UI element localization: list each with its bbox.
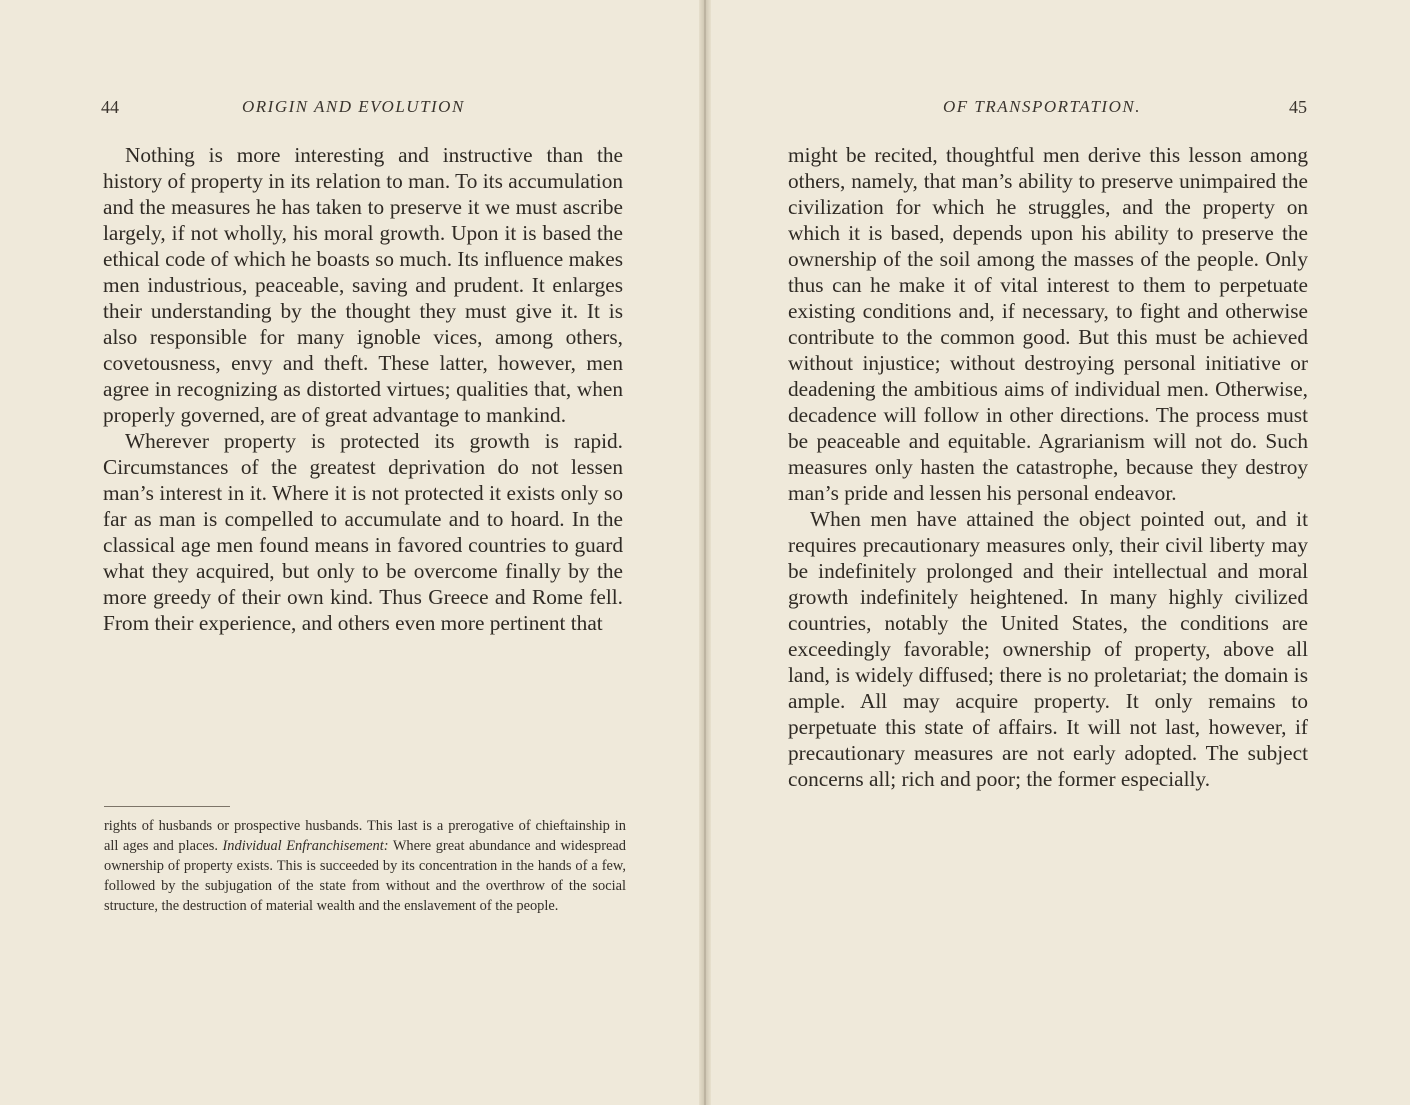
paragraph: Nothing is more interesting and instructive than the history of property in its relation to man. To its accumulation and the measures he has taken to preserve it we must ascribe largely, if not wholly, his moral growth. Upon it is based the ethical code of which he boasts so much. Its influence makes men industrious, peaceable, saving and prudent. It enlarges their understanding by the thought they must give it. It is also responsible for many ignoble vices, among others, covetousness, envy and theft. These latter, however, men agree in recognizing as distorted virtues; qualities that, when properly governed, are of great advantage to mankind.: [103, 143, 623, 427]
running-head-right: OF TRANSPORTATION.: [943, 97, 1141, 116]
book-gutter: [699, 0, 711, 1105]
left-body-text: [103, 142, 623, 636]
right-page: [707, 0, 1410, 1105]
paragraph: When men have attained the object pointed out, and it requires precautionary measures only, their civil liberty may be indefinitely prolonged and their intellectual and moral growth indefinitely heightened. In many highly civilized countries, notably the United States, the conditions are exceedingly favorable; ownership of property, above all land, is widely diffused; there is no proletariat; the domain is ample. All may acquire property. It only remains to perpetuate this state of affairs. It will not last, however, if precautionary measures are not early adopted. The subject concerns all; rich and poor; the former especially.: [788, 507, 1308, 791]
footnote: [104, 816, 626, 916]
footnote-text: rights of husbands or prospective husbands. This last is a prerogative of chieftainship in all ages and places.: [104, 818, 626, 854]
footnote-rule: [104, 806, 230, 807]
right-body-text: [788, 142, 1308, 792]
page-number-left: 44: [101, 97, 119, 117]
running-head-left: ORIGIN AND EVOLUTION: [242, 97, 465, 116]
footnote-text: Where great abundance and widespread ownership of property exists. This is succeeded by its concentration in the hands of a few, followed by the subjugation of the state from without and the overthrow of the social structure, the destruction of material wealth and the enslavement of the people.: [104, 838, 626, 914]
left-page: [0, 0, 703, 1105]
paragraph: Wherever property is protected its growth is rapid. Circumstances of the greatest deprivation do not lessen man’s interest in it. Where it is not protected it exists only so far as man is compelled to accumulate and to hoard. In the classical age men found means in favored countries to guard what they acquired, but only to be overcome finally by the more greedy of their own kind. Thus Greece and Rome fell. From their experience, and others even more pertinent that: [103, 429, 623, 635]
page-number-right: 45: [1289, 97, 1307, 117]
paragraph: might be recited, thoughtful men derive this lesson among others, namely, that man’s ability to preserve unimpaired the civilization for which he struggles, and the property on which it is based, depends upon his ability to preserve the ownership of the soil among the masses of the people. Only thus can he make it of vital interest to them to perpetuate existing conditions and, if necessary, to fight and otherwise contribute to the common good. But this must be achieved without injustice; without destroying personal initiative or deadening the ambitious aims of individual men. Otherwise, decadence will follow in other directions. The process must be peaceable and equitable. Agrarianism will not do. Such measures only hasten the catastrophe, because they destroy man’s pride and lessen his personal endeavor.: [788, 143, 1308, 505]
footnote-italic-term: Individual Enfranchisement:: [222, 838, 389, 854]
